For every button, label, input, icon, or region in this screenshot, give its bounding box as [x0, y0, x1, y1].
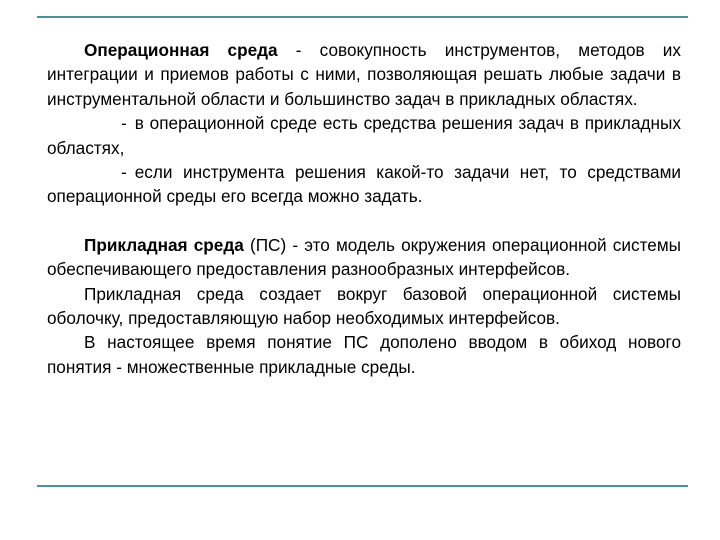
bullet-text: в операционной среде есть средства решения задач в прикладных областях,	[47, 113, 681, 158]
bottom-divider	[37, 485, 688, 487]
bullet-item	[47, 111, 681, 160]
paragraph-shell: Прикладная среда создает вокруг базовой операционной системы оболочку, предоставляющую набор необходимых интерфейсов.	[47, 283, 681, 329]
term-application-environment: Прикладная среда	[84, 234, 244, 255]
dash-marker: -	[121, 162, 127, 183]
paragraph-application-environment	[47, 233, 681, 282]
bullet-text: если инструмента решения какой-то задачи нет, то средствами операционной среды его всегда можно задать.	[47, 162, 681, 207]
term-operating-environment: Операционная среда	[84, 40, 278, 60]
dash-marker: -	[121, 113, 127, 134]
paragraph-operating-environment	[47, 38, 681, 111]
paragraph-multiple-environments: В настоящее время понятие ПС дополено вводом в обиход нового понятия - множественные прикладные среды.	[47, 332, 681, 377]
top-divider	[37, 16, 688, 18]
definition-operating-environment: - совокупность инструментов, методов их интеграции и приемов работы с ними, позволяющая решать любые задачи в инструментальной области и большинство задач в прикладных областях.	[47, 40, 681, 109]
slide-text	[47, 38, 681, 379]
bullet-item	[47, 160, 681, 209]
definition-application-environment: (ПС) - это модель окружения операционной системы обеспечивающего предоставления разнообразных интерфейсов.	[47, 234, 681, 280]
